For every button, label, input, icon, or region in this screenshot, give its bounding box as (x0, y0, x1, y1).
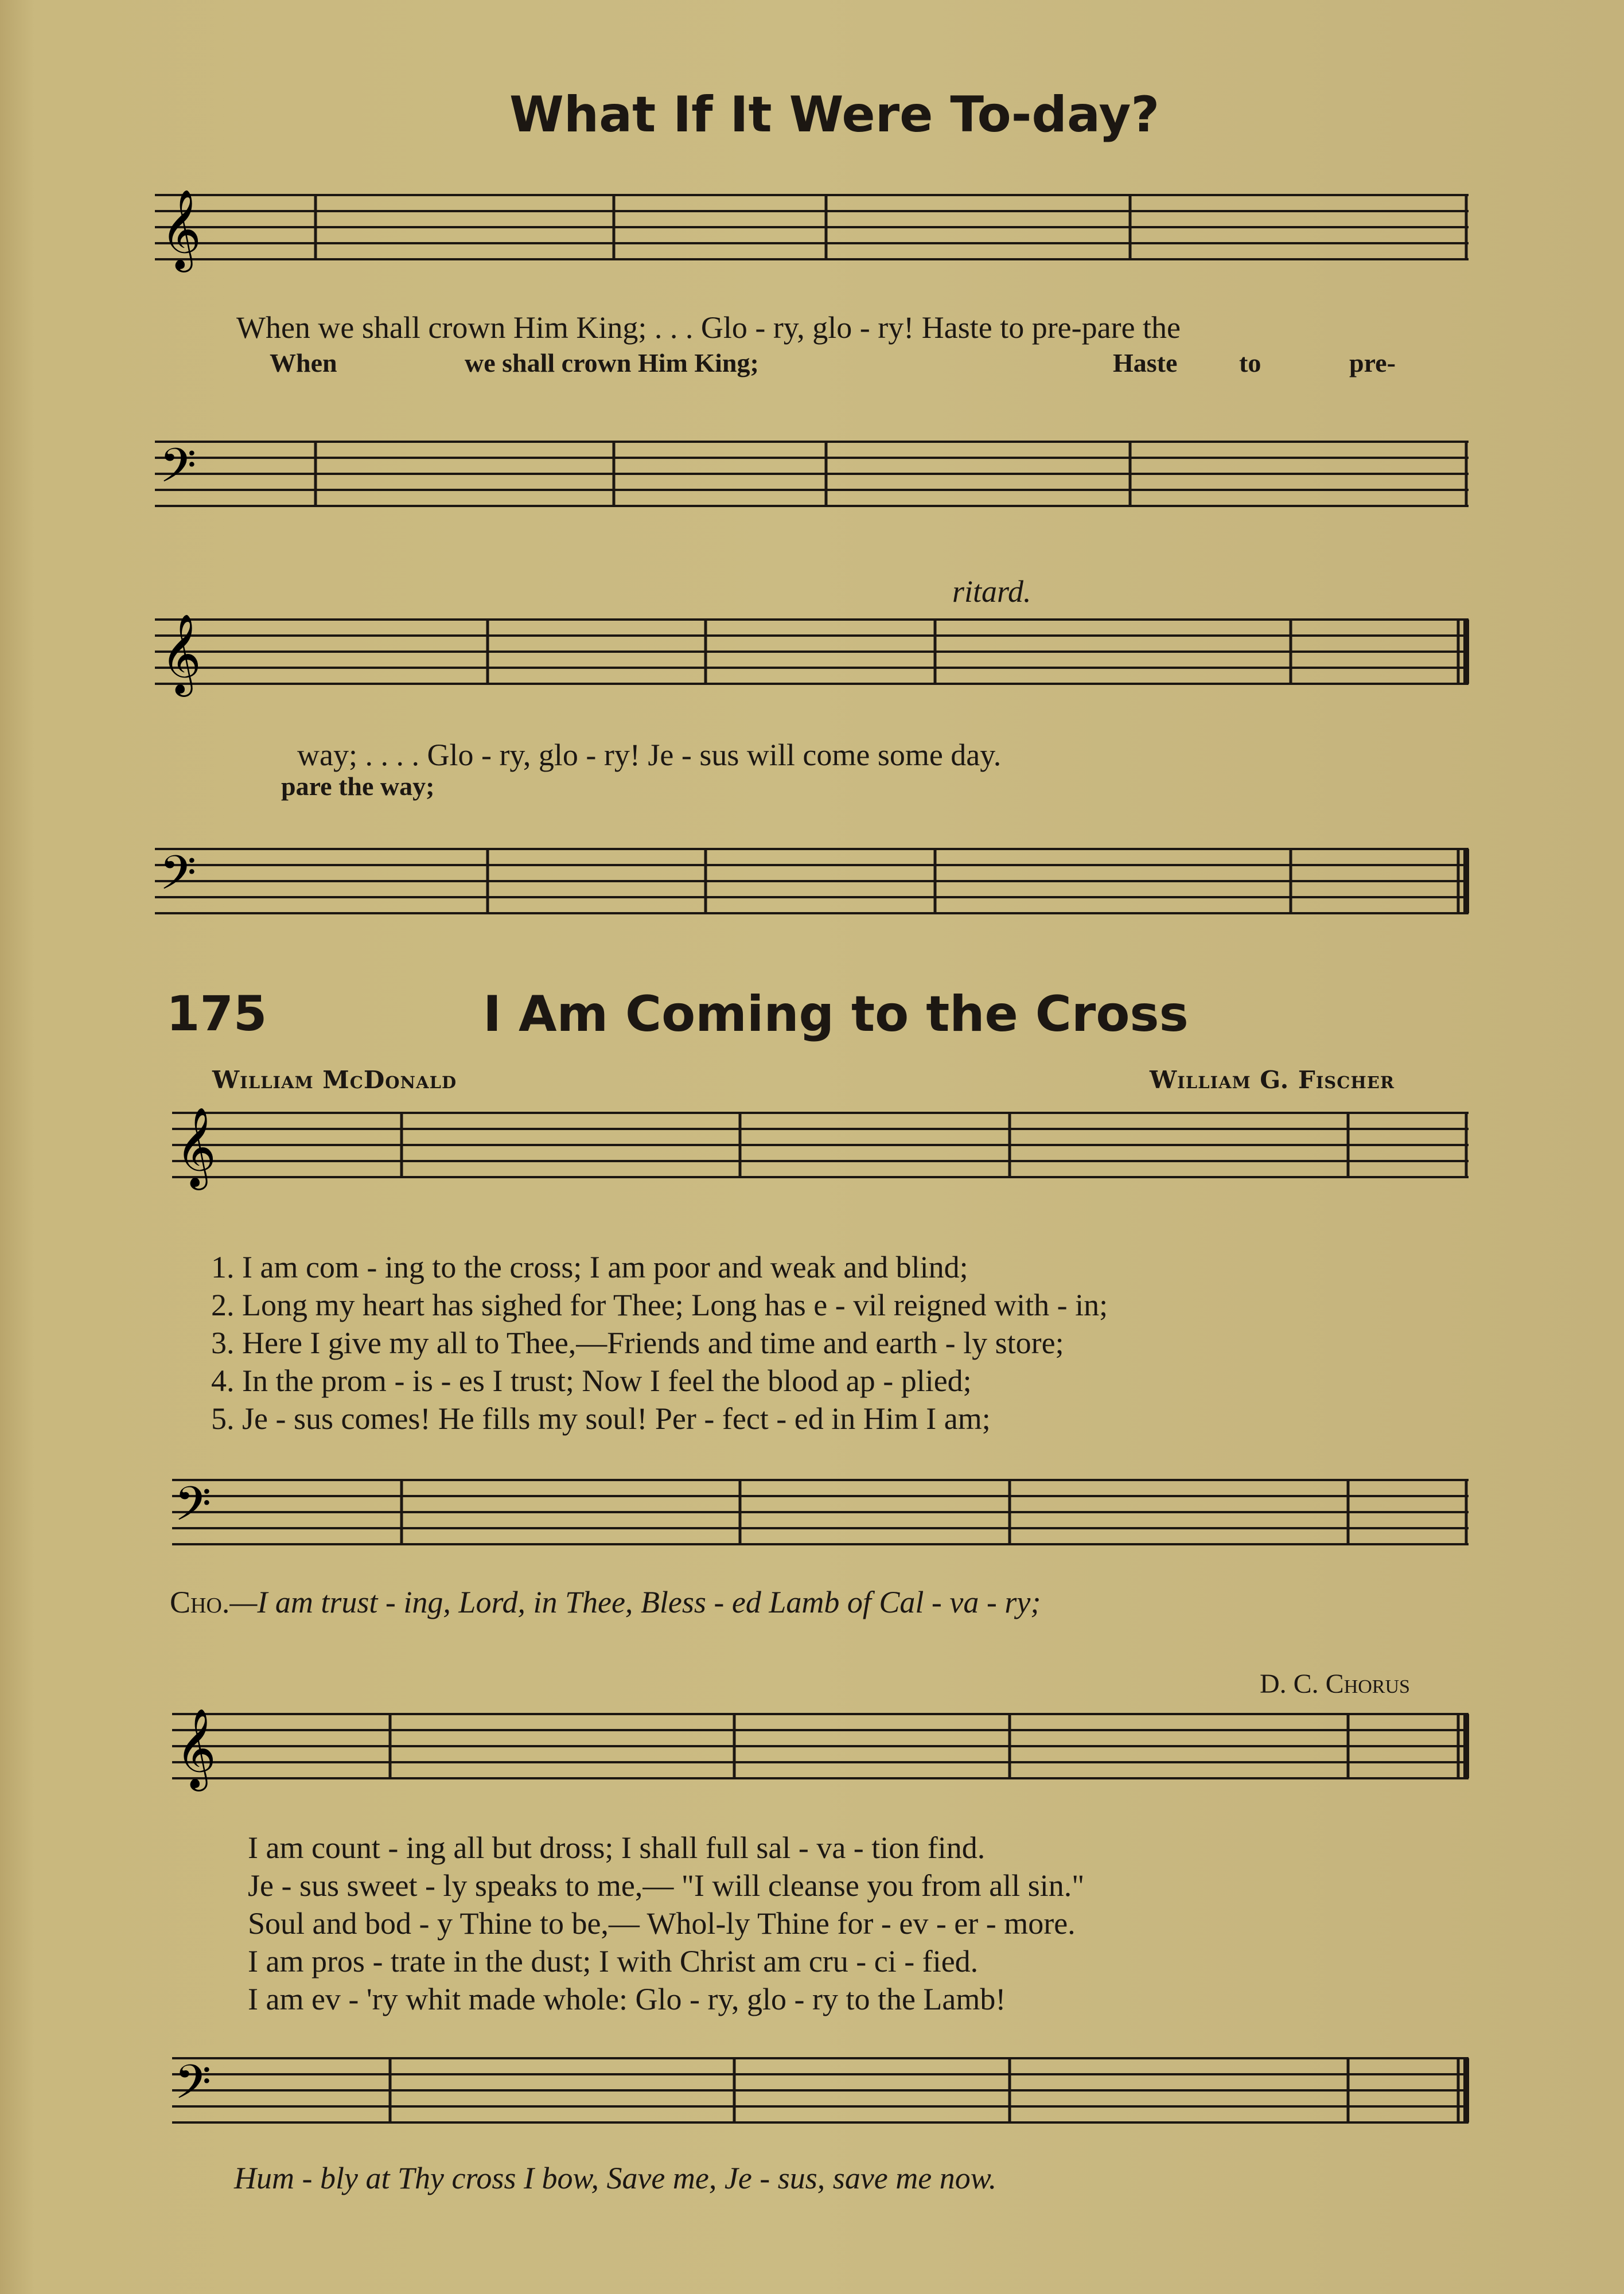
lyric-line: When we shall crown Him King; . . . Glo - ry, glo - ry! Haste to pre-pare the (236, 310, 1181, 345)
verse-line: I am ev - 'ry whit made whole: Glo - ry, glo - ry to the Lamb! (248, 1982, 1006, 2016)
hymn-title: I Am Coming to the Cross (483, 986, 1189, 1043)
verse-lyrics (248, 1829, 1084, 2018)
svg-text:𝄞: 𝄞 (161, 614, 201, 694)
hymn-title: What If It Were To-day? (509, 86, 1160, 143)
treble-staff (155, 614, 1474, 711)
verse-lyrics (211, 1248, 1108, 1438)
verse-line: I am pros - trate in the dust; I with Christ am cru - ci - fied. (248, 1944, 979, 1978)
bass-staff (172, 1474, 1474, 1572)
svg-text:𝄞: 𝄞 (176, 1107, 216, 1187)
svg-text:𝄢: 𝄢 (174, 2054, 212, 2121)
chorus-text: —I am trust - ing, Lord, in Thee, Bless - ed Lamb of Cal - va - ry; (229, 1585, 1041, 1619)
verse-line: 3. Here I give my all to Thee,—Friends and time and earth - ly store; (211, 1326, 1064, 1360)
composer-credit: William G. Fischer (1150, 1066, 1395, 1094)
svg-text:𝄢: 𝄢 (159, 845, 197, 912)
lyric-line: pre- (1349, 348, 1396, 377)
verse-line: Je - sus sweet - ly speaks to me,— "I will cleanse you from all sin." (248, 1868, 1085, 1903)
verse-line: I am count - ing all but dross; I shall full sal - va - tion find. (248, 1830, 986, 1865)
verse-line: 2. Long my heart has sighed for Thee; Long has e - vil reigned with - in; (211, 1288, 1108, 1322)
svg-text:𝄞: 𝄞 (161, 189, 201, 269)
hymn-number: 175 (166, 986, 267, 1042)
tempo-marking: ritard. (952, 574, 1031, 609)
lyricist-credit: William McDonald (212, 1066, 457, 1094)
treble-staff (155, 189, 1474, 287)
lyric-line: we shall crown Him King; (465, 348, 759, 377)
lyric-line: to (1239, 348, 1261, 377)
verse-line: 5. Je - sus comes! He fills my soul! Per - fect - ed in Him I am; (211, 1401, 991, 1436)
lyric-line: pare the way; (281, 772, 435, 801)
verse-line: 4. In the prom - is - es I trust; Now I feel the blood ap - plied; (211, 1364, 972, 1398)
lyric-line: way; . . . . Glo - ry, glo - ry! Je - sus will come some day. (297, 738, 1002, 772)
chorus-line (170, 1584, 1041, 1620)
svg-text:𝄞: 𝄞 (176, 1708, 216, 1788)
treble-staff (172, 1107, 1474, 1205)
chorus-text: Hum - bly at Thy cross I bow, Save me, Je - sus, save me now. (234, 2161, 997, 2195)
dc-chorus-label: D. C. Chorus (1260, 1669, 1410, 1699)
lyric-line: When (270, 348, 337, 377)
bass-staff (155, 436, 1474, 533)
chorus-label: Cho. (170, 1585, 230, 1619)
bass-staff (155, 843, 1474, 941)
lyric-line: Haste (1113, 348, 1178, 377)
bass-staff (172, 2052, 1474, 2150)
verse-line: 1. I am com - ing to the cross; I am poor and weak and blind; (211, 1250, 968, 1284)
treble-staff (172, 1708, 1474, 1806)
svg-text:𝄢: 𝄢 (159, 438, 197, 505)
verse-line: Soul and bod - y Thine to be,— Whol-ly Thine for - ev - er - more. (248, 1906, 1076, 1941)
svg-text:𝄢: 𝄢 (174, 1476, 212, 1543)
